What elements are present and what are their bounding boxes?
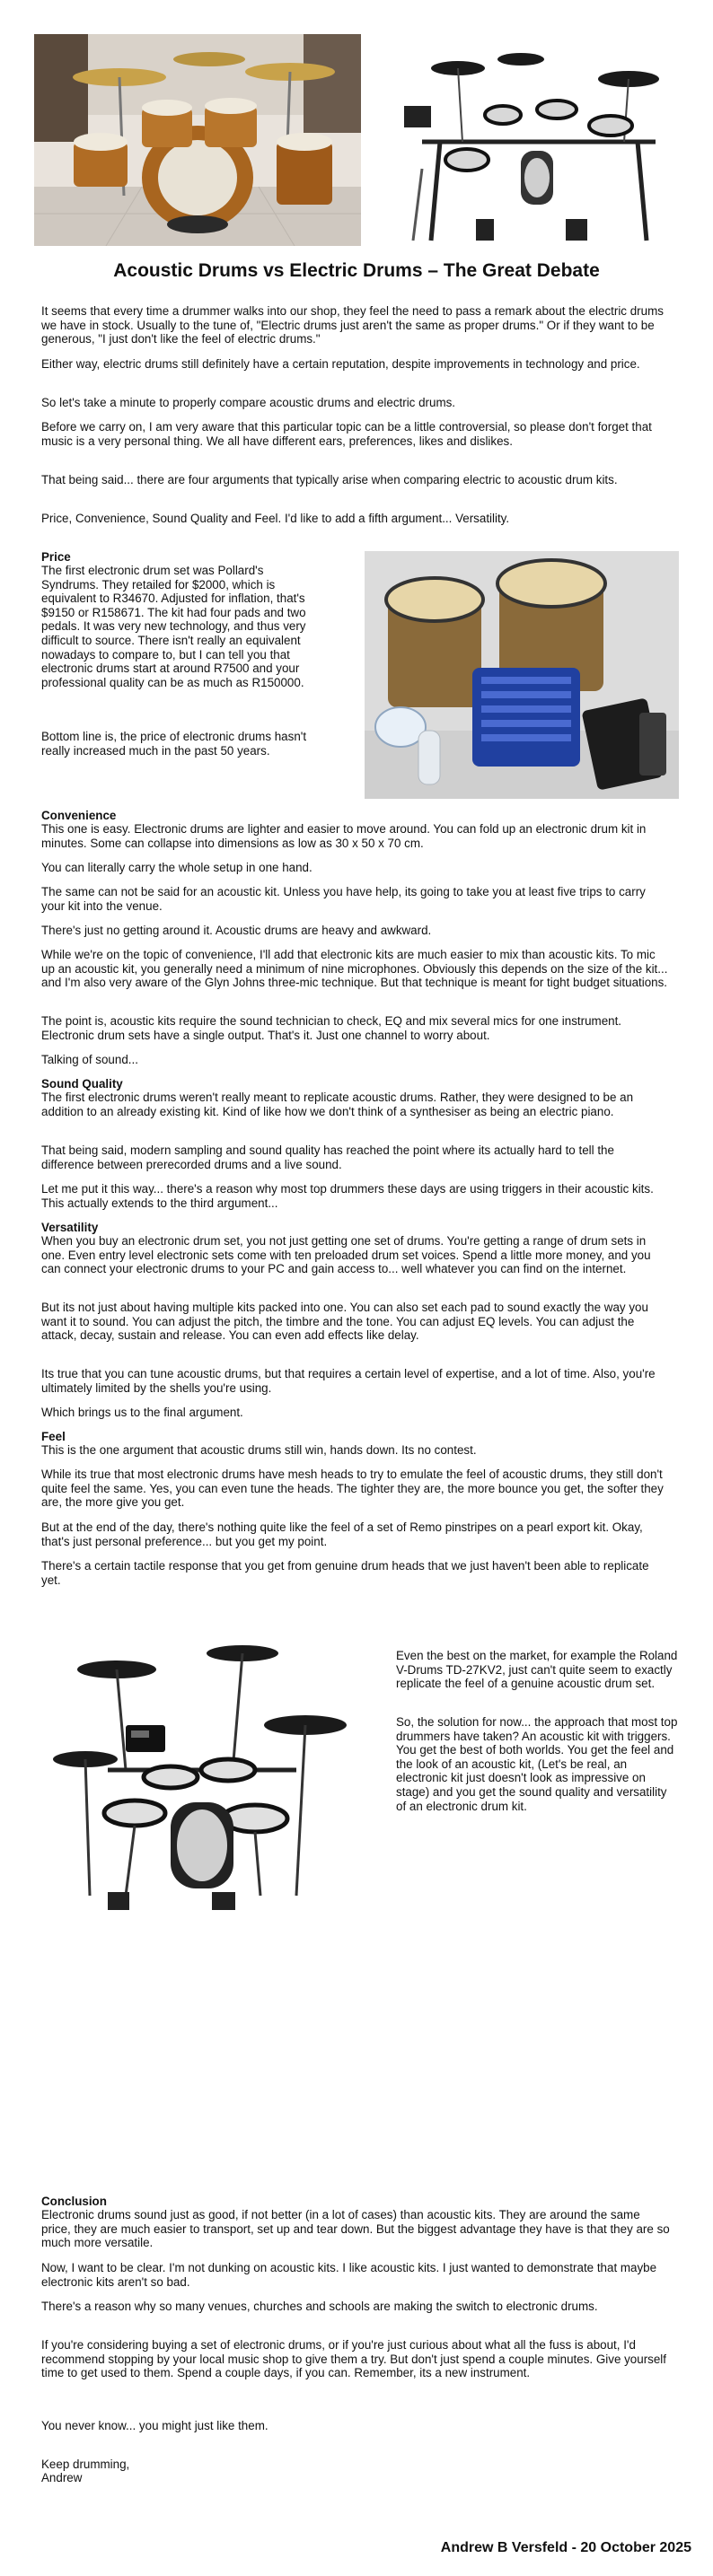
convenience-paragraph: Talking of sound... bbox=[41, 1053, 138, 1066]
price-paragraph: The first electronic drum set was Pollard's Syndrums. They retailed for $2000, which is equivalent to R34670. Adjusted for inflation, that's $9150 or R158671. The kit had four pads and two pedals. It was very new technology, and thus very difficult to source. There isn't really an equivalent nowadays to compare to, but I can tell you that electronic drums start at around R7500 and your professional quality can be as much as R150000. bbox=[41, 564, 306, 689]
feel-side-paragraph: Even the best on the market, for example the Roland V-Drums TD-27KV2, just can't quite seem to exactly replicate the feel of a genuine acoustic drum set. bbox=[396, 1649, 678, 1691]
versatility-paragraph: Its true that you can tune acoustic drums, but that requires a certain level of expertise, and a lot of time. Also, you're ultimately limited by the shells you're using. bbox=[41, 1367, 656, 1395]
section-heading-conclusion: Conclusion bbox=[41, 2195, 107, 2208]
sign-off-line: Keep drumming, bbox=[41, 2458, 130, 2471]
conclusion-paragraph: You never know... you might just like them. bbox=[41, 2419, 268, 2432]
section-heading-sound-quality: Sound Quality bbox=[41, 1077, 123, 1091]
section-heading-feel: Feel bbox=[41, 1430, 66, 1443]
electronic-drum-kit-photo bbox=[386, 43, 682, 246]
article-title: Acoustic Drums vs Electric Drums – The Great Debate bbox=[113, 260, 600, 281]
feel-paragraph: This is the one argument that acoustic drums still win, hands down. Its no contest. bbox=[41, 1443, 477, 1457]
intro-paragraph: Price, Convenience, Sound Quality and Feel. I'd like to add a fifth argument... Versatility. bbox=[41, 512, 510, 525]
bongos-and-pads-photo bbox=[365, 551, 679, 799]
convenience-paragraph: While we're on the topic of convenience, I'll add that electronic kits are much easier to mix than acoustic kits. To mic up an acoustic kit, you generally need a minimum of nine microphones. Obviously this depends on the size of the kit... and I'm also very aware of the Glyn Johns three-mic technique. But that technique is meant for tight budget situations. bbox=[41, 948, 668, 990]
versatility-paragraph: When you buy an electronic drum set, you not just getting one set of drums. You're getting a range of drum sets in one. Even entry level electronic sets come with ten preloaded drum set voices. Spend a little more money, and you can connect your electronic drums to your PC and gain access to... well whatever you can find on the internet. bbox=[41, 1234, 651, 1276]
sound-paragraph: That being said, modern sampling and sound quality has reached the point where its actually hard to tell the difference between prerecorded drums and a live sound. bbox=[41, 1143, 614, 1171]
intro-paragraph: Before we carry on, I am very aware that this particular topic can be a little controversial, so please don't forget that music is a very personal thing. We all have different ears, preferences, likes and dislikes. bbox=[41, 420, 652, 448]
sign-off-name: Andrew bbox=[41, 2471, 83, 2484]
feel-paragraph: While its true that most electronic drums have mesh heads to try to emulate the feel of acoustic drums, they still don't quite feel the same. Yes, you can even tune the heads. The tighter they are, the more bounce you get, the softer they are, the more give you get. bbox=[41, 1468, 664, 1510]
conclusion-paragraph: If you're considering buying a set of electronic drums, or if you're just curious about what all the fuss is about, I'd recommend stopping by your local music shop to give them a try. But don't just spend a couple minutes. Give yourself time to get used to them. Spend a couple days, if you can. Remember, its a new instrument. bbox=[41, 2338, 666, 2380]
sound-paragraph: The first electronic drums weren't really meant to replicate acoustic drums. Rather, they were designed to be an addition to an already existing kit. Kind of like how we don't think of a synthesiser as being an electric piano. bbox=[41, 1091, 634, 1118]
conclusion-paragraph: Electronic drums sound just as good, if not better (in a lot of cases) than acoustic kits. They are around the same price, they are much easier to transport, set up and tear down. But the biggest advantage they have is that they are so much more versatile. bbox=[41, 2208, 670, 2250]
section-heading-convenience: Convenience bbox=[41, 809, 117, 822]
feel-paragraph: There's a certain tactile response that you get from genuine drum heads that we just haven't been able to replicate yet. bbox=[41, 1559, 649, 1587]
intro-paragraph: It seems that every time a drummer walks into our shop, they feel the need to pass a remark about the electric drums we have in stock. Usually to the tune of, "Electric drums just aren't the same as proper drums." Or if they want to be generous, "I just don't like the feel of electric drums." bbox=[41, 304, 664, 346]
convenience-paragraph: You can literally carry the whole setup in one hand. bbox=[41, 861, 312, 874]
convenience-paragraph: This one is easy. Electronic drums are lighter and easier to move around. You can fold up an electronic drum kit in minutes. Some can collapse into dimensions as low as 30 x 50 x 70 cm. bbox=[41, 822, 647, 850]
feel-side-paragraph: So, the solution for now... the approach that most top drummers have taken? An acoustic kit with triggers. You get the best of both worlds. You get the feel and the look of an acoustic kit, (Let's be real, an electronic kit just doesn't look as impressive on stage) and you get the sound quality and versatility of an electronic drum kit. bbox=[396, 1715, 678, 1813]
section-heading-price: Price bbox=[41, 550, 71, 564]
conclusion-paragraph: There's a reason why so many venues, churches and schools are making the switch to electronic drums. bbox=[41, 2300, 598, 2313]
price-paragraph: Bottom line is, the price of electronic drums hasn't really increased much in the past 50 years. bbox=[41, 730, 307, 758]
acoustic-drum-kit-photo bbox=[34, 34, 361, 246]
intro-paragraph: Either way, electric drums still definitely have a certain reputation, despite improvements in technology and price. bbox=[41, 357, 640, 371]
conclusion-paragraph: Now, I want to be clear. I'm not dunking on acoustic kits. I like acoustic kits. I just wanted to demonstrate that maybe electronic kits aren't so bad. bbox=[41, 2261, 657, 2289]
versatility-paragraph: Which brings us to the final argument. bbox=[41, 1406, 243, 1419]
convenience-paragraph: There's just no getting around it. Acoustic drums are heavy and awkward. bbox=[41, 924, 432, 937]
author-signature: Andrew B Versfeld - 20 October 2025 bbox=[440, 2540, 691, 2555]
versatility-paragraph: But its not just about having multiple kits packed into one. You can also set each pad to sound exactly the way you want it to sound. You can adjust the pitch, the timbre and the tone. You can adjust EQ levels. You can adjust the attack, decay, sustain and release. You can even add effects like delay. bbox=[41, 1301, 648, 1343]
roland-drum-kit-photo bbox=[36, 1626, 359, 1915]
feel-paragraph: But at the end of the day, there's nothing quite like the feel of a set of Remo pinstripes on a pearl export kit. Okay, that's just personal preference... but you get my point. bbox=[41, 1520, 643, 1548]
intro-paragraph: So let's take a minute to properly compare acoustic drums and electric drums. bbox=[41, 396, 456, 409]
convenience-paragraph: The point is, acoustic kits require the sound technician to check, EQ and mix several mics for one instrument. Electronic drum sets have a single output. That's it. Just one channel to worry about. bbox=[41, 1014, 622, 1042]
section-heading-versatility: Versatility bbox=[41, 1221, 99, 1234]
sound-paragraph: Let me put it this way... there's a reason why most top drummers these days are using triggers in their acoustic kits. This actually extends to the third argument... bbox=[41, 1182, 654, 1210]
convenience-paragraph: The same can not be said for an acoustic kit. Unless you have help, its going to take you at least five trips to carry your kit into the venue. bbox=[41, 885, 646, 913]
intro-paragraph: That being said... there are four arguments that typically arise when comparing electric to acoustic drum kits. bbox=[41, 473, 618, 486]
